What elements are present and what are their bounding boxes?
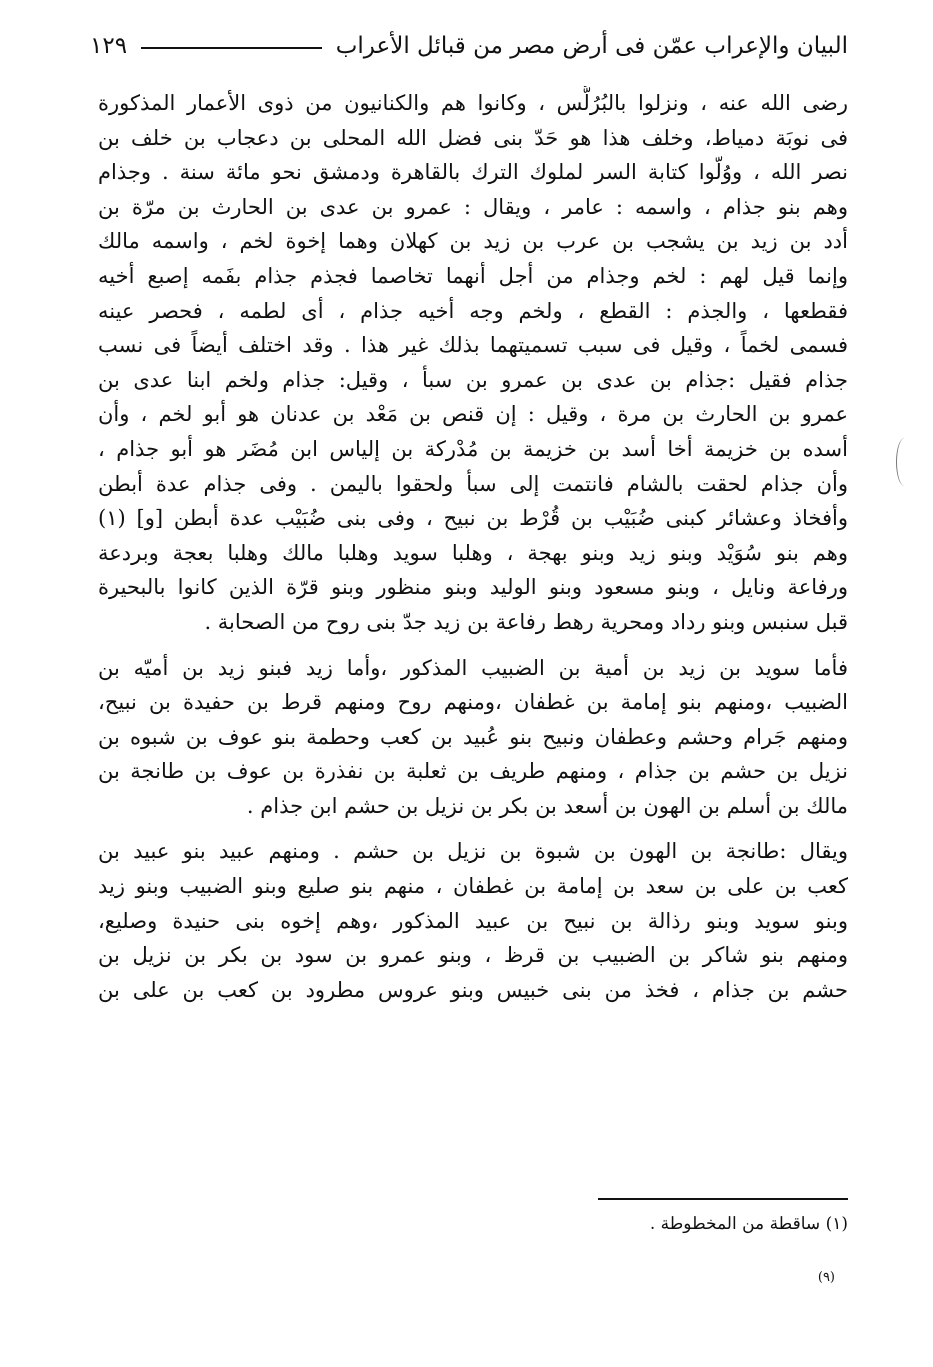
paragraph-gap [98, 823, 848, 834]
text-line: أدد بن زيد بن يشجب بن عرب بن زيد بن كهلان وهما إخوة لخم ، واسمه مالك [98, 229, 848, 254]
footnote: (١) ساقطة من المخطوطة . [649, 1214, 848, 1234]
text-line: رضى الله عنه ، ونزلوا بالبُرُلُّس ، وكانوا هم والكنانيون من ذوى الأعمار المذكورة [98, 91, 848, 115]
text-line: ومنهم جَرام وحشم وعطفان ونبيح بنو عُبيد بن كعب وحطمة بنو عوف بن شبوه بن [98, 724, 848, 749]
text-line: عمرو بن الحارث بن مرة ، وقيل : إن قنص بن مَعْد بن عدنان هو أبو لخم ، وأن [98, 402, 848, 427]
paragraph-3 [98, 834, 848, 1007]
page-body [98, 86, 848, 1007]
text-line: مالك بن أسلم بن الهون بن أسعد بن بكر بن نزيل بن حشم ابن جذام . [246, 793, 848, 818]
text-line: نصر الله ، ووُلّوا كتابة السر لملوك الترك بالقاهرة ودمشق نحو مائة سنة . وجذام [98, 160, 848, 185]
footnote-rule [598, 1198, 848, 1200]
text-line: وأن جذام لحقت بالشام فانتمت إلى سبأ ولحقوا باليمن . وفى جذام عدة أبطن [98, 471, 848, 496]
page-number: ١٢٩ [90, 33, 128, 59]
paragraph-1 [98, 86, 848, 640]
text-line: فى نوبَة دمياط، وخلف هذا هو حَدّ بنى فضل الله المحلى بن دعجاب بن خلف بن [98, 125, 848, 150]
margin-bracket-mark [896, 438, 913, 486]
text-line: فسمى لخماً ، وقيل فى سبب تسميتهما بذلك غير هذا . وقد اختلف أيضاً فى نسب [98, 333, 848, 358]
text-line: نزيل بن حشم بن جذام ، ومنهم طريف بن ثعلبة بن نفذرة بن عوف بن طانجة بن [98, 759, 848, 784]
text-line: حشم بن جذام ، فخذ من بنى خبيس وبنو عروس مطرود بن كعب بن على بن [98, 977, 848, 1002]
text-line: وهم بنو سُوَيْد وبنو زيد وبنو بهجة ، وهلبا سويد وهلبا مالك وهلبا بعجة وبردعة [98, 540, 848, 565]
text-line: ورفاعة ونايل ، وبنو مسعود وبنو الوليد وبنو منظور وبنو قرّة الذين كانوا بالبحيرة [98, 575, 848, 600]
text-line: وإنما قيل لهم : لخم وجذام من أجل أنهما تخاصما فجذم جذام بفَمه إصبع أخيه [98, 263, 848, 288]
signature-mark: (٩) [817, 1270, 835, 1285]
running-header [90, 26, 848, 66]
text-line: وهم بنو جذام ، واسمه : عامر ، ويقال : عمرو بن عدى بن الحارث بن مرّة بن [98, 194, 848, 219]
text-line: ويقال :طانجة بن الهون بن شبوة بن نزيل بن حشم . ومنهم عبيد بنو عبيد بن [98, 839, 848, 864]
text-line: وأفخاذ وعشائر كبنى ضُبَيْب بن قُرْط بن نبيح ، وفى بنى ضُبَيْب عدة أبطن [و] (١) [98, 506, 848, 531]
paragraph-2 [98, 651, 848, 824]
text-line: فقطعها ، والجذم : القطع ، ولخم وجه أخيه جذام ، أى لطمه ، فحصر عينه [98, 298, 848, 323]
text-line: وبنو سويد وبنو رذالة بن نبيح بن عبيد المذكور ،وهم إخوه بنى حنيدة وصليع، [98, 908, 848, 933]
text-line: قبل سنبس وبنو رداد ومحرية رهط رفاعة بن زيد جدّ بنى روح من الصحابة . [204, 609, 848, 634]
text-line: أسده بن خزيمة أخا أسد بن خزيمة بن مُدْركة بن إلياس ابن مُضَر هو أبو جذام ، [98, 436, 848, 461]
text-line: فأما سويد بن زيد بن أمية بن الضبيب المذكور ،وأما زيد فبنو زيد بن أميّه بن [98, 655, 848, 680]
text-line: الضبيب ،ومنهم بنو إمامة بن غطفان ،ومنهم روح ومنهم قرط بن حفيدة بن نبيح، [98, 690, 848, 715]
paragraph-gap [98, 640, 848, 651]
text-line: كعب بن على بن سعد بن إمامة بن غطفان ، منهم بنو صليع وبنو الضبيب وبنو زيد [98, 874, 848, 899]
header-rule [141, 47, 322, 49]
header-title: البيان والإعراب عمّن فى أرض مصر من قبائل الأعراب [335, 33, 848, 59]
text-line: جذام فقيل :جذام بن عدى بن عمرو بن سبأ ، وقيل: جذام ولخم ابنا عدى بن [98, 367, 848, 392]
text-line: ومنهم بنو شاكر بن الضبيب بن قرظ ، وبنو عمرو بن سود بن بكر بن نزيل بن [98, 943, 848, 968]
